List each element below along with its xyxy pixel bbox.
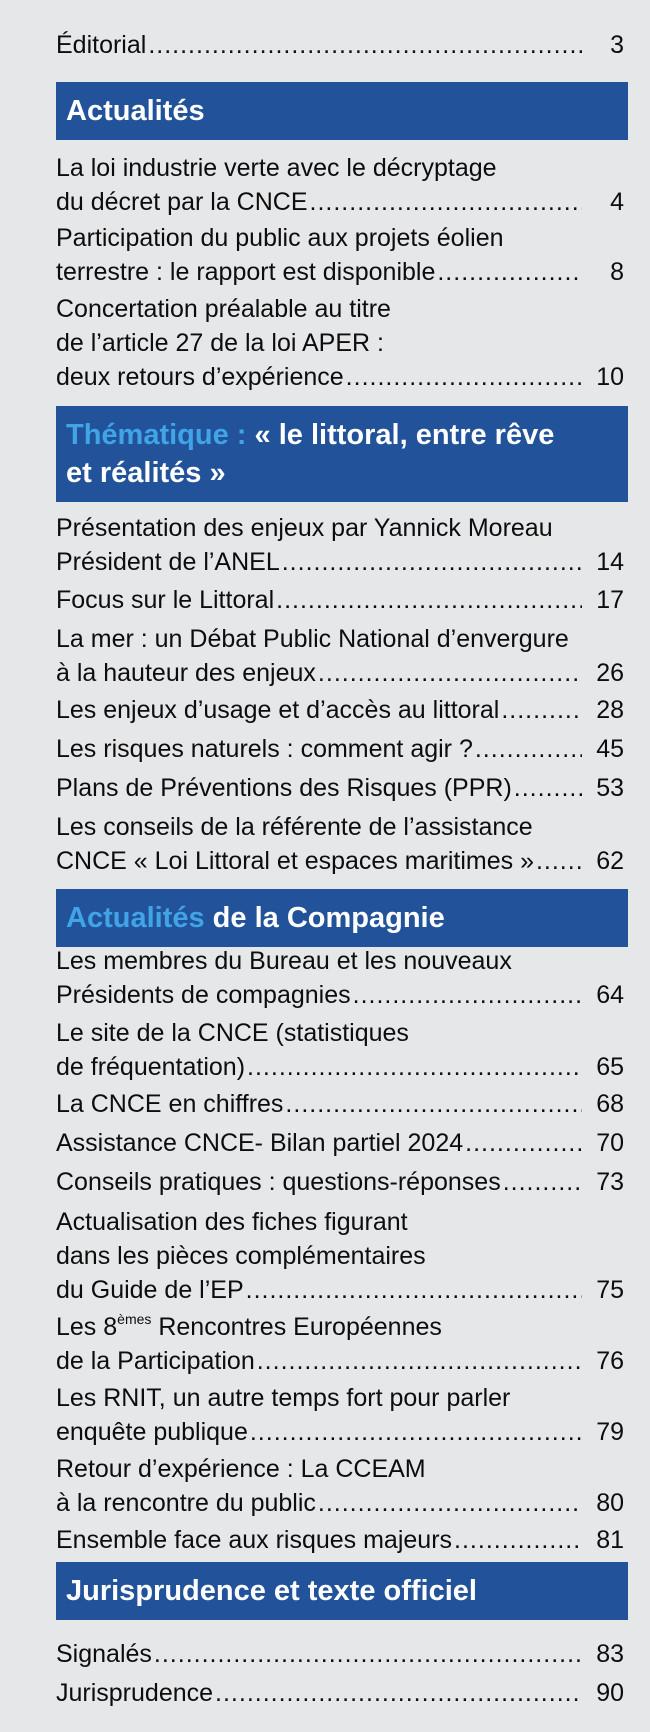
entry-title-line: à la hauteur des enjeux [56,659,316,687]
superscript: èmes [117,1310,152,1327]
toc-entry[interactable] [56,1126,624,1160]
entry-title-line: du Guide de l’EP [56,1276,244,1304]
page-number: 80 [596,1489,624,1517]
section-title: Jurisprudence et texte officiel [66,1575,477,1607]
leader-dots [215,1676,582,1710]
entry-title-line: Assistance CNCE- Bilan partiel 2024 [56,1129,464,1157]
toc-entry[interactable] [56,1310,624,1378]
entry-title-line: Les RNIT, un autre temps fort pour parler [56,1384,511,1412]
entry-title: Éditorial [56,31,147,59]
page-number: 26 [596,659,624,687]
toc-entry[interactable] [56,944,624,1012]
entry-title-line: Les membres du Bureau et les nouveaux [56,947,512,975]
toc-entry[interactable] [56,583,624,617]
entry-title-line: Participation du public aux projets éolien [56,224,504,252]
entry-title-line: Le site de la CNCE (statistiques [56,1019,409,1047]
leader-dots [353,978,582,1012]
page-number: 83 [596,1640,624,1668]
page-number: 79 [596,1418,624,1446]
page-number: 10 [596,363,624,391]
toc-entry[interactable] [56,1087,624,1121]
page-number: 73 [596,1168,624,1196]
entry-title-line: Ensemble face aux risques majeurs [56,1526,453,1554]
leader-dots [276,583,582,617]
leader-dots [536,844,582,878]
entry-title-line: Présidents de compagnies [56,981,351,1009]
toc-entry[interactable] [56,1205,624,1307]
toc-entry[interactable] [56,771,624,805]
page-number: 28 [596,696,624,724]
leader-dots [285,1087,582,1121]
toc-entry[interactable] [56,1452,624,1520]
toc-entry[interactable] [56,511,624,579]
leader-dots [250,1415,582,1449]
entry-title-line: Plans de Préventions des Risques (PPR) [56,774,512,802]
entry-title-line: dans les pièces complémentaires [56,1242,426,1270]
toc-entry[interactable] [56,810,624,878]
entry-title-line: de l’article 27 de la loi APER : [56,329,384,357]
leader-dots [310,185,582,219]
entry-title-part: Les 8 [56,1313,118,1341]
entry-title-line: Focus sur le Littoral [56,586,275,614]
entry-title-line: La mer : un Débat Public National d’envergure [56,625,569,653]
page-number: 68 [596,1090,624,1118]
entry-title-line: Les risques naturels : comment agir ? [56,735,473,763]
entry-title-line: Signalés [56,1640,152,1668]
toc-entry[interactable] [56,292,624,394]
leader-dots [465,1126,582,1160]
entry-title-line: La loi industrie verte avec le décryptage [56,154,497,182]
toc-entry[interactable] [56,1016,624,1084]
entry-title-line: de la Participation [56,1347,255,1375]
leader-dots [437,255,582,289]
page-number: 3 [610,31,624,59]
entry-title-line: Les enjeux d’usage et d’accès au littoral [56,696,500,724]
page-number: 45 [596,735,624,763]
page-number: 4 [610,188,624,216]
toc-entry[interactable] [56,622,624,690]
toc-entry[interactable] [56,1165,624,1199]
page-number: 64 [596,981,624,1009]
leader-dots [475,732,582,766]
page-number: 81 [596,1526,624,1554]
entry-title-line: Jurisprudence [56,1679,214,1707]
entry-title-line: Conseils pratiques : questions-réponses [56,1168,501,1196]
section-header-jurisprudence [56,1562,628,1620]
leader-dots [282,545,582,579]
entry-title-line: à la rencontre du public [56,1489,316,1517]
leader-dots [154,1637,582,1671]
entry-title-part: Rencontres Européennes [151,1313,442,1341]
section-title: de la Compagnie [212,902,445,934]
leader-dots [318,656,582,690]
entry-title-line: Président de l’ANEL [56,548,280,576]
entry-title-line: enquête publique [56,1418,248,1446]
page-number: 53 [596,774,624,802]
page-number: 76 [596,1347,624,1375]
leader-dots [454,1523,582,1557]
toc-entry[interactable] [56,693,624,727]
page-number: 75 [596,1276,624,1304]
entry-title-line [56,1310,442,1344]
page-number: 8 [610,258,624,286]
toc-entry[interactable] [56,221,624,289]
page-number: 70 [596,1129,624,1157]
entry-title-line: Présentation des enjeux par Yannick Moreau [56,514,553,542]
entry-title-line: CNCE « Loi Littoral et espaces maritimes » [56,847,534,875]
entry-title-line: Actualisation des fiches figurant [56,1208,408,1236]
section-title: Actualités [66,95,205,127]
section-title-highlight: Actualités [66,902,205,934]
page-number: 62 [596,847,624,875]
section-header-compagnie [56,889,628,947]
entry-title-line: La CNCE en chiffres [56,1090,284,1118]
leader-dots [514,771,582,805]
page-number: 90 [596,1679,624,1707]
entry-title-line: du décret par la CNCE [56,188,308,216]
toc-entry[interactable] [56,151,624,219]
section-title-highlight: Thématique : [66,419,247,451]
page-number: 65 [596,1053,624,1081]
toc-entry-editorial[interactable] [56,28,624,62]
entry-title-line: deux retours d’expérience [56,363,344,391]
toc-entry[interactable] [56,1676,624,1710]
leader-dots [247,1050,582,1084]
leader-dots [318,1486,582,1520]
entry-title-line: de fréquentation) [56,1053,246,1081]
leader-dots [501,693,582,727]
section-header-thematique [56,406,628,502]
toc-entry[interactable] [56,1637,624,1671]
toc-entry[interactable] [56,1381,624,1449]
entry-title-line: Concertation préalable au titre [56,295,391,323]
entry-title-line: Retour d’expérience : La CCEAM [56,1455,426,1483]
leader-dots [346,360,582,394]
toc-entry[interactable] [56,732,624,766]
entry-title-line: terrestre : le rapport est disponible [56,258,436,286]
entry-title-line: Les conseils de la référente de l’assistance [56,813,533,841]
leader-dots [246,1273,582,1307]
section-header-actualites [56,82,628,140]
section-title: « le littoral, entre rêve [254,419,555,451]
section-title-line-2: et réalités » [66,457,226,489]
leader-dots [257,1344,582,1378]
leader-dots [503,1165,582,1199]
toc-entry[interactable] [56,1523,624,1557]
page-number: 14 [596,548,624,576]
leader-dots [148,28,582,62]
page-number: 17 [596,586,624,614]
